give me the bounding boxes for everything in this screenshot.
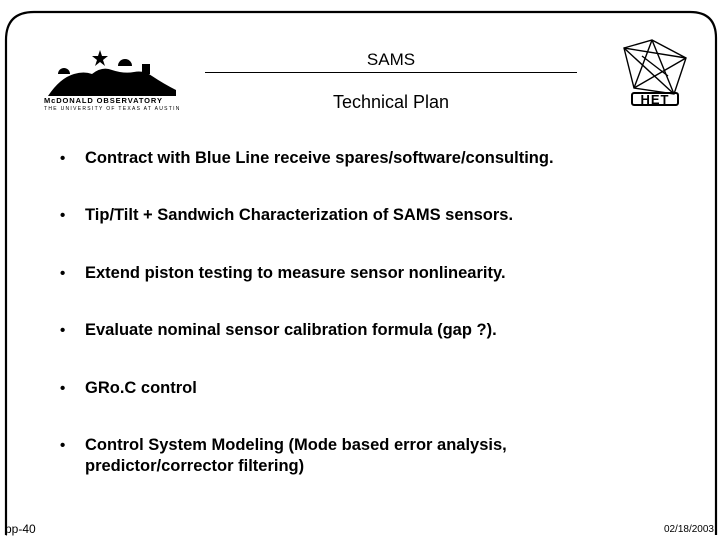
bullet-marker: • xyxy=(60,265,66,282)
bullet-text: Control System Modeling (Mode based error analysis, predictor/corrector filtering) xyxy=(85,436,507,475)
bullet-text: Contract with Blue Line receive spares/software/consulting. xyxy=(85,149,554,167)
slide-subtitle: Technical Plan xyxy=(332,92,450,112)
bullet-text: Tip/Tilt + Sandwich Characterization of SAMS sensors. xyxy=(85,206,514,224)
bullet-item xyxy=(60,320,680,341)
bullet-text: GRo.C control xyxy=(85,379,197,397)
bullet-marker: • xyxy=(60,322,66,339)
bullet-item xyxy=(60,378,680,399)
page-id: pp-40 xyxy=(5,522,36,536)
bullet-marker: • xyxy=(60,207,66,224)
bullet-item xyxy=(60,205,680,226)
mcdonald-logo-name: McDONALD OBSERVATORY xyxy=(44,96,163,105)
bullet-text: Extend piston testing to measure sensor nonlinearity. xyxy=(85,264,506,282)
footer-date: 02/18/2003 xyxy=(663,524,714,535)
slide-title: SAMS xyxy=(366,50,416,69)
bullet-marker: • xyxy=(60,437,66,454)
bullet-item xyxy=(60,148,680,169)
bullet-item xyxy=(60,435,680,477)
bullet-marker: • xyxy=(60,380,66,397)
bullet-text: Evaluate nominal sensor calibration formula (gap ?). xyxy=(85,321,497,339)
title-divider xyxy=(205,72,577,73)
mcdonald-logo-subtitle: THE UNIVERSITY OF TEXAS AT AUSTIN xyxy=(44,106,181,112)
bullet-item xyxy=(60,263,680,284)
het-logo-text: HET xyxy=(631,92,679,106)
bullet-marker: • xyxy=(60,150,66,167)
